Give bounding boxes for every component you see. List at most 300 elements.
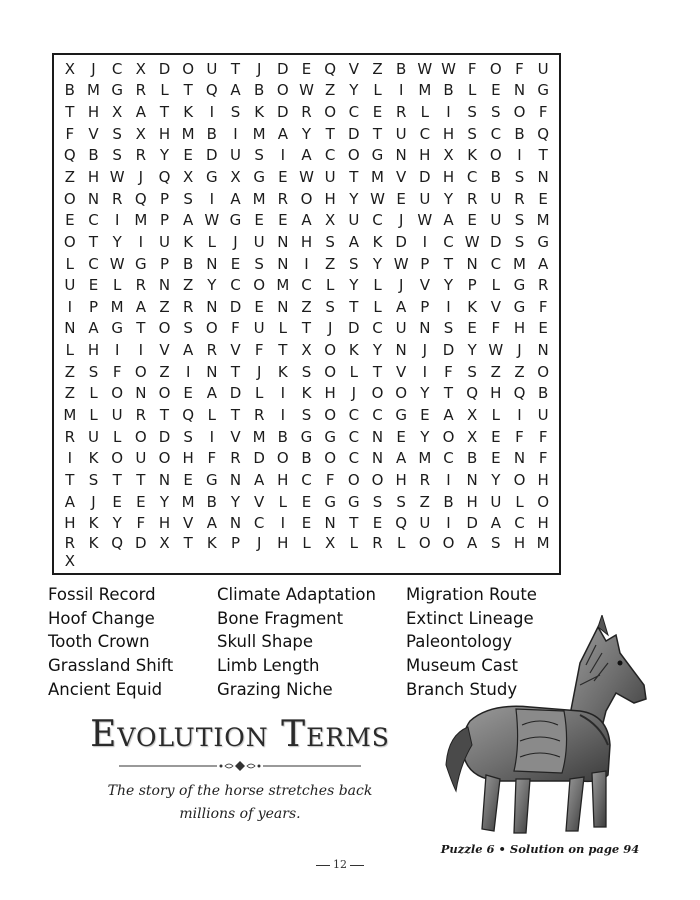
grid-letter: I bbox=[280, 405, 286, 424]
grid-letter: G bbox=[395, 405, 407, 424]
grid-letter: G bbox=[371, 146, 384, 165]
grid-letter: V bbox=[396, 362, 407, 381]
grid-letter: L bbox=[373, 276, 382, 295]
grid-letter: X bbox=[135, 124, 146, 143]
grid-letter: A bbox=[490, 514, 501, 533]
grid-letter: S bbox=[301, 405, 312, 424]
grid-letter: D bbox=[490, 232, 502, 251]
grid-letter: M bbox=[110, 297, 124, 316]
grid-letter: C bbox=[490, 124, 502, 143]
grid-letter: U bbox=[348, 211, 360, 230]
grid-letter: C bbox=[88, 254, 99, 273]
grid-letter: H bbox=[182, 449, 194, 468]
grid-letter: S bbox=[183, 427, 193, 446]
grid-letter: C bbox=[443, 449, 454, 468]
grid-letter: F bbox=[538, 297, 548, 316]
grid-letter: W bbox=[299, 81, 314, 100]
grid-letter: S bbox=[112, 124, 122, 143]
grid-letter: L bbox=[349, 362, 358, 381]
grid-letter: D bbox=[466, 514, 478, 533]
grid-letter: H bbox=[513, 319, 526, 338]
grid-letter: Y bbox=[230, 492, 241, 511]
grid-letter: G bbox=[111, 81, 123, 100]
grid-letter: C bbox=[372, 211, 383, 230]
grid-letter: Y bbox=[207, 276, 217, 295]
grid-letter: I bbox=[422, 232, 428, 251]
grid-letter: E bbox=[136, 492, 146, 511]
grid-letter: H bbox=[158, 514, 171, 533]
grid-letter: T bbox=[136, 470, 146, 489]
grid-letter: T bbox=[65, 470, 75, 489]
grid-letter: I bbox=[114, 341, 120, 360]
grid-letter: H bbox=[513, 534, 526, 552]
grid-letter: W bbox=[299, 167, 314, 186]
grid-letter: A bbox=[538, 254, 549, 273]
word-list-column-2 bbox=[217, 583, 376, 702]
grid-letter: O bbox=[324, 341, 337, 360]
grid-letter: D bbox=[348, 124, 360, 143]
grid-letter: U bbox=[253, 232, 265, 251]
grid-letter: O bbox=[300, 189, 313, 208]
grid-letter: H bbox=[466, 492, 478, 511]
grid-letter: C bbox=[348, 103, 360, 122]
grid-letter: U bbox=[88, 427, 99, 446]
grid-letter: J bbox=[398, 276, 404, 295]
word-item: Skull Shape bbox=[217, 632, 314, 652]
grid-letter: W bbox=[441, 59, 456, 78]
grid-letter: X bbox=[135, 59, 146, 78]
grid-letter: T bbox=[159, 405, 170, 424]
grid-letter: L bbox=[112, 276, 122, 295]
grid-letter: L bbox=[349, 534, 358, 552]
grid-letter: M bbox=[513, 254, 526, 273]
grid-letter: T bbox=[443, 384, 454, 403]
grid-letter: L bbox=[491, 405, 500, 424]
grid-letter: R bbox=[253, 405, 265, 424]
grid-letter: V bbox=[159, 341, 170, 360]
grid-letter: L bbox=[278, 492, 287, 511]
grid-letter: A bbox=[64, 492, 75, 511]
grid-letter: Z bbox=[159, 297, 170, 316]
grid-letter: L bbox=[160, 81, 169, 100]
grid-letter: W bbox=[464, 232, 480, 251]
grid-letter: P bbox=[159, 211, 170, 230]
grid-letter: T bbox=[183, 534, 193, 552]
grid-letter: O bbox=[371, 384, 384, 403]
grid-letter: C bbox=[253, 514, 265, 533]
grid-letter: V bbox=[230, 427, 241, 446]
grid-letter: J bbox=[256, 534, 262, 552]
grid-letter: Q bbox=[182, 405, 195, 424]
grid-letter: H bbox=[277, 534, 289, 552]
grid-letter: L bbox=[65, 341, 74, 360]
grid-letter: M bbox=[181, 492, 195, 511]
grid-letter: Z bbox=[64, 384, 75, 403]
grid-letter: U bbox=[206, 59, 218, 78]
grid-letter: E bbox=[301, 514, 312, 533]
grid-letter: D bbox=[419, 167, 431, 186]
grid-letter: S bbox=[230, 103, 241, 122]
grid-letter: E bbox=[491, 81, 501, 100]
grid-letter: V bbox=[348, 59, 359, 78]
grid-letter: Q bbox=[466, 384, 479, 403]
grid-letter: N bbox=[466, 254, 478, 273]
grid-letter: T bbox=[88, 232, 99, 251]
grid-letter: L bbox=[420, 103, 429, 122]
grid-letter: K bbox=[254, 103, 265, 122]
grid-letter: R bbox=[372, 534, 383, 552]
grid-letter: Y bbox=[301, 124, 312, 143]
grid-letter: A bbox=[183, 341, 194, 360]
grid-letter: L bbox=[515, 492, 524, 511]
grid-letter: U bbox=[111, 405, 123, 424]
grid-letter: X bbox=[183, 167, 194, 186]
grid-letter: E bbox=[183, 146, 193, 165]
grid-letter: S bbox=[514, 167, 525, 186]
grid-letter: B bbox=[490, 167, 501, 186]
grid-letter: C bbox=[301, 470, 312, 489]
grid-letter: O bbox=[324, 405, 337, 424]
grid-letter: U bbox=[395, 319, 407, 338]
grid-letter: X bbox=[159, 534, 170, 552]
grid-letter: V bbox=[490, 297, 501, 316]
grid-letter: U bbox=[324, 167, 336, 186]
grid-letter: T bbox=[65, 103, 75, 122]
grid-letter: Y bbox=[372, 254, 383, 273]
ornament-divider bbox=[119, 759, 361, 773]
grid-letter: A bbox=[135, 297, 146, 316]
grid-letter: I bbox=[446, 297, 451, 316]
grid-letter: C bbox=[88, 211, 99, 230]
grid-letter: S bbox=[467, 124, 477, 143]
grid-letter: E bbox=[254, 211, 264, 230]
grid-letter: O bbox=[418, 534, 431, 552]
grid-letter: A bbox=[467, 534, 478, 552]
grid-letter: D bbox=[158, 59, 171, 78]
grid-letter: A bbox=[206, 514, 217, 533]
grid-letter: R bbox=[419, 470, 431, 489]
grid-letter: O bbox=[371, 470, 384, 489]
grid-letter: O bbox=[442, 427, 455, 446]
grid-letter: P bbox=[159, 254, 170, 273]
grid-letter: H bbox=[87, 341, 100, 360]
grid-letter: S bbox=[491, 103, 501, 122]
grid-letter: B bbox=[538, 384, 549, 403]
grid-letter: O bbox=[205, 319, 218, 338]
grid-letter: Z bbox=[301, 297, 312, 316]
grid-letter: V bbox=[396, 167, 407, 186]
grid-letter: T bbox=[159, 103, 170, 122]
grid-letter: S bbox=[514, 232, 525, 251]
grid-letter: Z bbox=[372, 59, 383, 78]
grid-letter: M bbox=[252, 189, 266, 208]
word-item: Limb Length bbox=[217, 656, 320, 676]
grid-letter: L bbox=[491, 276, 500, 295]
grid-letter: B bbox=[467, 449, 478, 468]
grid-letter: F bbox=[65, 124, 75, 143]
grid-letter: J bbox=[351, 384, 357, 403]
grid-letter: K bbox=[183, 103, 194, 122]
grid-letter: U bbox=[490, 211, 502, 230]
grid-letter: D bbox=[135, 534, 147, 552]
grid-letter: A bbox=[183, 211, 194, 230]
grid-letter: F bbox=[136, 514, 146, 533]
grid-letter: Y bbox=[112, 514, 122, 533]
word-item: Hoof Change bbox=[48, 608, 155, 628]
grid-letter: O bbox=[111, 449, 124, 468]
grid-letter: I bbox=[209, 427, 215, 446]
grid-letter: B bbox=[206, 124, 217, 143]
page-number bbox=[300, 858, 380, 871]
grid-letter: R bbox=[206, 341, 218, 360]
word-item: Museum Cast bbox=[406, 656, 518, 676]
grid-letter: S bbox=[254, 146, 264, 165]
subtitle-line: millions of years. bbox=[179, 806, 301, 822]
grid-letter: Y bbox=[491, 470, 501, 489]
grid-letter: Y bbox=[349, 81, 359, 100]
grid-letter: S bbox=[372, 492, 383, 511]
grid-letter: W bbox=[417, 211, 433, 230]
grid-letter: R bbox=[514, 189, 525, 208]
grid-letter: H bbox=[395, 470, 407, 489]
grid-letter: I bbox=[517, 146, 522, 165]
grid-letter: R bbox=[230, 449, 241, 468]
grid-letter: F bbox=[538, 449, 548, 468]
grid-letter: W bbox=[488, 341, 504, 360]
grid-letter: T bbox=[443, 254, 454, 273]
grid-letter: N bbox=[395, 146, 407, 165]
grid-letter: W bbox=[393, 254, 409, 273]
grid-letter: E bbox=[278, 167, 288, 186]
grid-letter: C bbox=[514, 514, 525, 533]
grid-letter: H bbox=[300, 232, 313, 251]
grid-letter: J bbox=[327, 319, 333, 338]
grid-letter: R bbox=[135, 276, 147, 295]
grid-letter: O bbox=[442, 534, 455, 552]
grid-letter: G bbox=[324, 492, 336, 511]
grid-letter: S bbox=[396, 492, 406, 511]
grid-letter: I bbox=[138, 232, 144, 251]
grid-letter: R bbox=[301, 103, 312, 122]
grid-letter: J bbox=[422, 341, 428, 360]
grid-letter: I bbox=[114, 211, 120, 230]
grid-letter: Y bbox=[420, 427, 430, 446]
grid-letter: T bbox=[372, 124, 383, 143]
grid-letter: N bbox=[395, 341, 407, 360]
grid-letter: K bbox=[348, 341, 359, 360]
grid-letter: T bbox=[349, 167, 359, 186]
grid-letter: L bbox=[373, 297, 382, 316]
grid-letter: C bbox=[466, 167, 478, 186]
grid-letter: B bbox=[396, 59, 407, 78]
grid-letter: J bbox=[256, 362, 262, 381]
grid-letter: C bbox=[324, 146, 336, 165]
grid-letter: I bbox=[446, 470, 451, 489]
grid-letter: U bbox=[490, 189, 502, 208]
grid-letter: F bbox=[467, 59, 477, 78]
grid-letter: H bbox=[442, 124, 455, 143]
grid-letter: Y bbox=[159, 146, 170, 165]
grid-letter: X bbox=[325, 534, 336, 552]
grid-letter: V bbox=[254, 492, 265, 511]
grid-letter: B bbox=[254, 81, 265, 100]
grid-letter: I bbox=[233, 124, 238, 143]
grid-letter: U bbox=[230, 146, 241, 165]
grid-letter: Z bbox=[325, 81, 336, 100]
grid-letter: O bbox=[158, 319, 171, 338]
grid-letter: A bbox=[206, 384, 217, 403]
grid-letter: C bbox=[443, 232, 454, 251]
grid-letter: Z bbox=[419, 492, 430, 511]
grid-letter: J bbox=[138, 167, 144, 186]
grid-letter: O bbox=[134, 427, 147, 446]
grid-letter: N bbox=[277, 254, 289, 273]
grid-letter: Z bbox=[325, 254, 336, 273]
grid-letter: A bbox=[230, 189, 241, 208]
grid-letter: A bbox=[301, 146, 312, 165]
grid-letter: E bbox=[301, 492, 312, 511]
grid-letter: G bbox=[135, 254, 147, 273]
grid-letter: C bbox=[348, 405, 360, 424]
grid-letter: W bbox=[370, 189, 385, 208]
grid-letter: O bbox=[347, 146, 360, 165]
grid-letter: P bbox=[230, 534, 241, 552]
grid-letter: N bbox=[371, 427, 384, 446]
grid-letter: V bbox=[230, 341, 241, 360]
grid-letter: Z bbox=[514, 362, 525, 381]
grid-letter: X bbox=[467, 427, 478, 446]
grid-letter: R bbox=[182, 297, 194, 316]
grid-letter: Y bbox=[467, 341, 477, 360]
grid-letter: L bbox=[254, 384, 264, 403]
grid-letter: O bbox=[395, 384, 408, 403]
grid-letter: I bbox=[185, 362, 191, 381]
grid-letter: A bbox=[301, 211, 312, 230]
grid-letter: C bbox=[372, 319, 383, 338]
word-item: Climate Adaptation bbox=[217, 585, 376, 604]
grid-letter: A bbox=[348, 232, 359, 251]
grid-letter: I bbox=[209, 189, 215, 208]
grid-letter: N bbox=[135, 384, 147, 403]
grid-letter: N bbox=[466, 470, 478, 489]
grid-letter: I bbox=[280, 514, 286, 533]
grid-letter: E bbox=[396, 427, 406, 446]
grid-letter: N bbox=[229, 470, 242, 489]
grid-letter: X bbox=[301, 341, 312, 360]
grid-letter: L bbox=[89, 384, 98, 403]
grid-letter: J bbox=[233, 232, 238, 251]
grid-letter: Y bbox=[159, 492, 170, 511]
page-number-text: 12 bbox=[333, 858, 347, 871]
grid-letter: O bbox=[489, 59, 502, 78]
grid-letter: I bbox=[446, 103, 451, 122]
grid-letter: U bbox=[419, 514, 431, 533]
grid-letter: L bbox=[65, 254, 74, 273]
grid-letter: G bbox=[513, 297, 526, 316]
grid-letter: Z bbox=[64, 362, 75, 381]
grid-letter: T bbox=[112, 470, 122, 489]
grid-letter: B bbox=[64, 81, 75, 100]
grid-letter: A bbox=[135, 103, 146, 122]
grid-letter: R bbox=[135, 405, 147, 424]
grid-letter: E bbox=[183, 384, 193, 403]
grid-letter: B bbox=[514, 124, 525, 143]
grid-letter: D bbox=[442, 341, 455, 360]
grid-letter: N bbox=[158, 276, 171, 295]
grid-letter: K bbox=[88, 534, 99, 552]
grid-letter: T bbox=[301, 319, 312, 338]
grid-letter: R bbox=[466, 189, 478, 208]
grid-letter: S bbox=[467, 362, 477, 381]
grid-letter: L bbox=[396, 534, 406, 552]
grid-letter: O bbox=[347, 470, 360, 489]
grid-letter: W bbox=[109, 254, 125, 273]
grid-letter: B bbox=[88, 146, 99, 165]
grid-letter: E bbox=[396, 189, 406, 208]
grid-letter: S bbox=[88, 362, 99, 381]
grid-letter: O bbox=[158, 384, 171, 403]
grid-letter: Q bbox=[63, 146, 76, 165]
grid-letter: U bbox=[64, 276, 76, 295]
grid-letter: D bbox=[229, 297, 242, 316]
grid-letter: G bbox=[206, 167, 218, 186]
grid-letter: M bbox=[418, 449, 432, 468]
grid-letter: K bbox=[372, 232, 383, 251]
grid-letter: N bbox=[513, 81, 526, 100]
grid-letter: B bbox=[183, 254, 194, 273]
grid-letter: H bbox=[324, 384, 336, 403]
grid-letter: Z bbox=[64, 167, 75, 186]
grid-letter: G bbox=[300, 427, 313, 446]
grid-letter: P bbox=[88, 297, 99, 316]
grid-letter: X bbox=[325, 211, 336, 230]
word-item: Branch Study bbox=[406, 679, 518, 699]
grid-letter: X bbox=[230, 167, 241, 186]
grid-letter: Y bbox=[349, 276, 359, 295]
grid-letter: F bbox=[207, 449, 217, 468]
grid-letter: S bbox=[443, 319, 454, 338]
grid-letter: K bbox=[183, 232, 194, 251]
grid-letter: T bbox=[349, 514, 359, 533]
grid-letter: F bbox=[231, 319, 240, 338]
grid-letter: R bbox=[64, 534, 76, 552]
grid-letter: F bbox=[325, 470, 335, 489]
grid-letter: G bbox=[253, 167, 265, 186]
grid-letter: U bbox=[537, 59, 549, 78]
grid-letter: I bbox=[280, 146, 286, 165]
grid-letter: N bbox=[537, 167, 549, 186]
grid-letter: I bbox=[138, 341, 144, 360]
grid-letter: O bbox=[253, 276, 266, 295]
grid-letter: K bbox=[88, 449, 99, 468]
grid-letter: D bbox=[229, 384, 242, 403]
grid-letter: C bbox=[348, 449, 360, 468]
grid-letter: M bbox=[276, 276, 290, 295]
grid-letter: W bbox=[204, 211, 220, 230]
grid-letter: T bbox=[538, 146, 548, 165]
grid-letter: G bbox=[537, 81, 549, 100]
word-search-grid bbox=[52, 53, 561, 575]
grid-letter: S bbox=[349, 254, 359, 273]
grid-letter: S bbox=[183, 319, 193, 338]
grid-letter: T bbox=[230, 59, 241, 78]
grid-letter: L bbox=[373, 81, 382, 100]
grid-letter: L bbox=[467, 81, 477, 100]
grid-letter: S bbox=[325, 297, 335, 316]
grid-letter: O bbox=[537, 492, 550, 511]
grid-letter: I bbox=[398, 81, 404, 100]
grid-letter: U bbox=[419, 189, 431, 208]
